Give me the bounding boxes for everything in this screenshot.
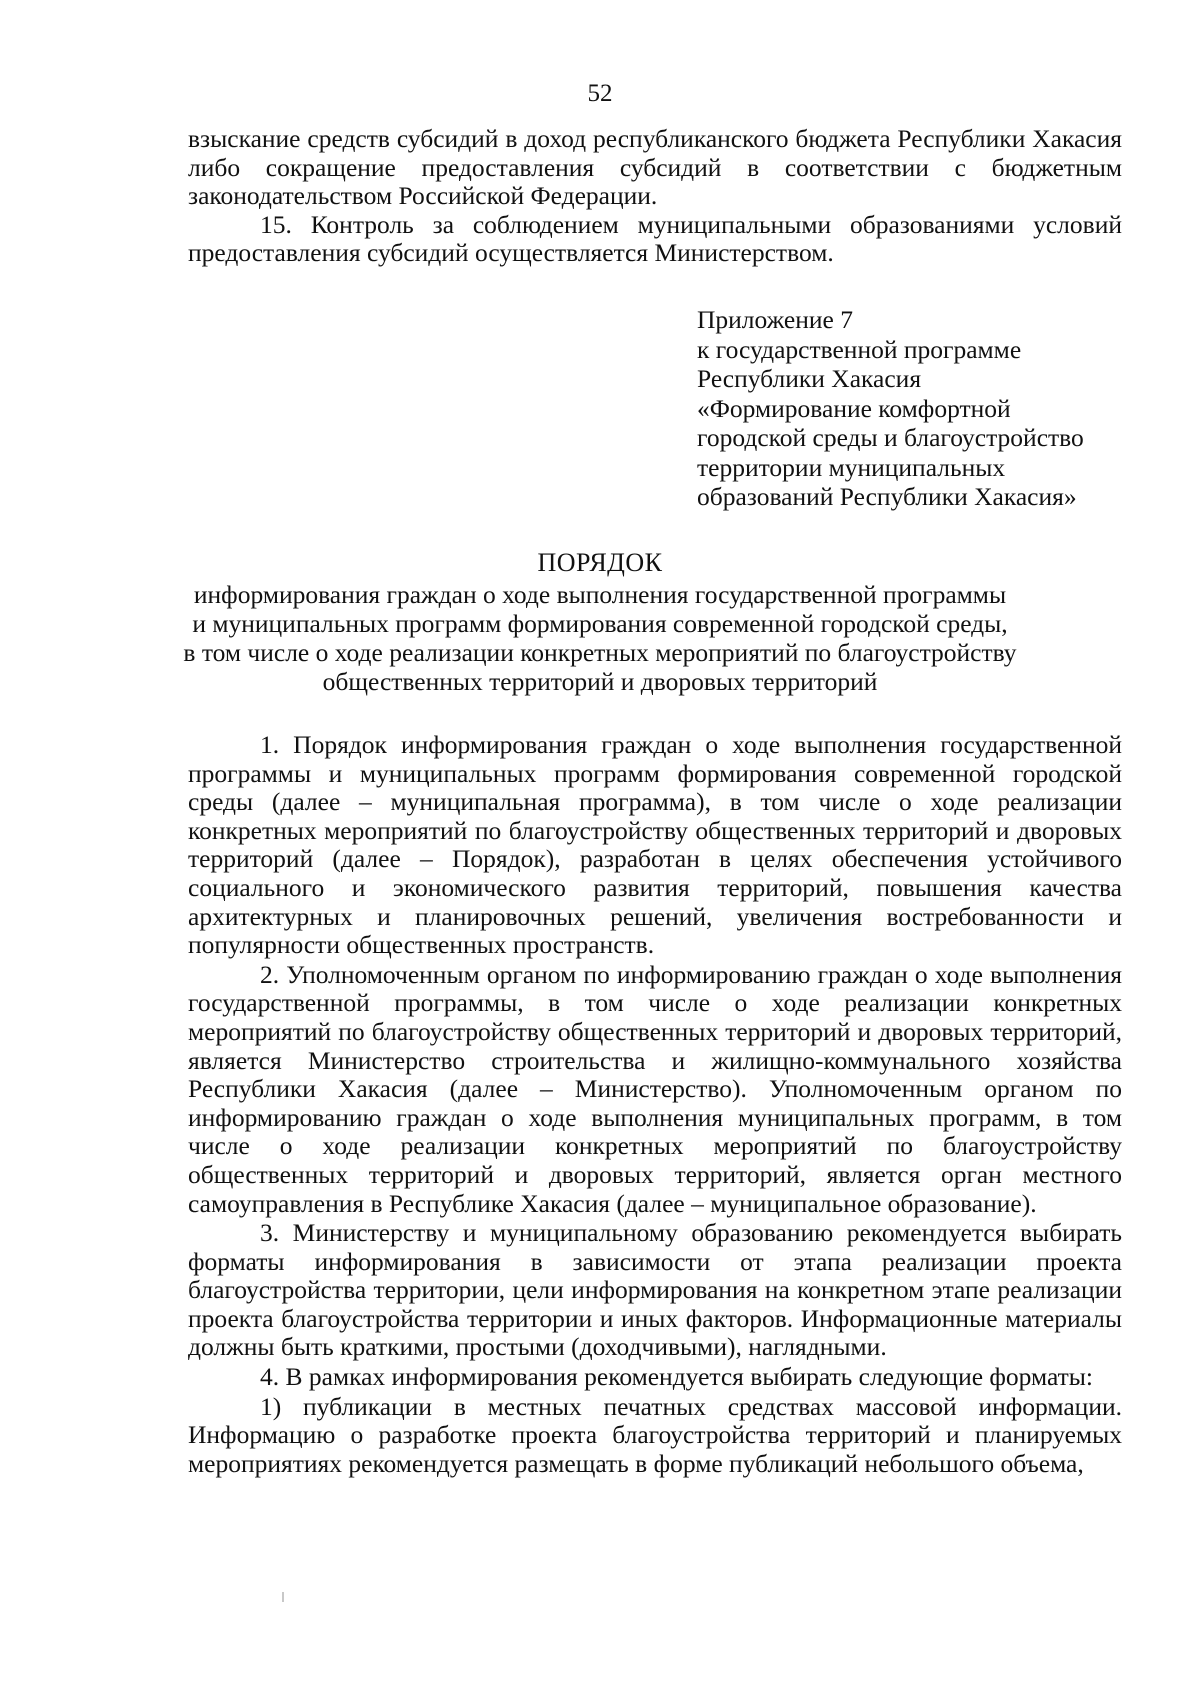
paragraph-2-authority: 2. Уполномоченным органом по информированию граждан о ходе выполнения государственной программы, в том числе о ходе реализации конкретных мероприятий по благоустройству общественных территорий и дворовых территорий, является Министерство строительства и жилищно-коммунального хозяйства Республики Хакасия (далее – Министерство). Уполномоченным органом по информированию граждан о ходе выполнения муниципальных программ, в том числе о ходе реализации конкретных мероприятий по благоустройству общественных территорий и дворовых территорий, является орган местного самоуправления в Республике Хакасия (далее – муниципальное образование). [188,959,1122,1218]
subtitle-line: в том числе о ходе реализации конкретных мероприятий по благоустройству [183,638,1017,667]
paragraph-4-1-publications: 1) публикации в местных печатных средствах массовой информации. Информацию о разработке проекта благоустройства территорий и планируемых мероприятиях рекомендуется размещать в форме публикаций небольшого объема, [188,1391,1122,1478]
appendix-reference [697,305,1137,512]
paragraph-4-format-list: 4. В рамках информирования рекомендуется выбирать следующие форматы: [260,1362,1094,1392]
top-text-block [188,125,1122,268]
document-title: ПОРЯДОК [537,548,663,577]
page-number: 52 [587,80,613,107]
scan-artifact [282,1592,284,1602]
appendix-line: образований Республики Хакасия» [697,482,1077,511]
appendix-line: к государственной программе [697,334,1022,364]
subtitle-line: информирования граждан о ходе выполнения государственной программы [193,580,1007,609]
appendix-line: Приложение 7 [697,305,853,334]
subtitle-line: и муниципальных программ формирования современной городской среды, [192,609,1008,638]
subtitle-line: общественных территорий и дворовых территорий [322,667,878,696]
paragraph-15-control: 15. Контроль за соблюдением муниципальными образованиями условий предоставления субсидий осуществляется Министерством. [188,209,1122,268]
appendix-line: Республики Хакасия [697,364,922,393]
appendix-line: территории муниципальных [697,452,1006,482]
paragraph-subsidy-recovery: взыскание средств субсидий в доход республиканского бюджета Республики Хакасия либо сокращение предоставления субсидий в соответствии с бюджетным законодательством Российской Федерации. [188,124,1122,211]
appendix-line: «Формирование комфортной [697,393,1011,423]
paragraph-3-formats: 3. Министерству и муниципальному образованию рекомендуется выбирать форматы информирования в зависимости от этапа реализации проекта благоустройства территории, цели информирования на конкретном этапе реализации проекта благоустройства территории и иных факторов. Информационные материалы должны быть краткими, простыми (доходчивыми), наглядными. [188,1218,1122,1362]
appendix-line: городской среды и благоустройство [697,423,1084,452]
paragraph-1-purpose: 1. Порядок информирования граждан о ходе выполнения государственной программы и муниципальных программ формирования современной городской среды (далее – муниципальная программа), в том числе о ходе реализации конкретных мероприятий по благоустройству общественных территорий и дворовых территорий (далее – Порядок), разработан в целях обеспечения устойчивого социального и экономического развития территорий, повышения качества архитектурных и планировочных решений, увеличения востребованности и популярности общественных пространств. [188,730,1122,960]
main-text-block [188,731,1122,1478]
document-subtitle [150,580,1050,696]
